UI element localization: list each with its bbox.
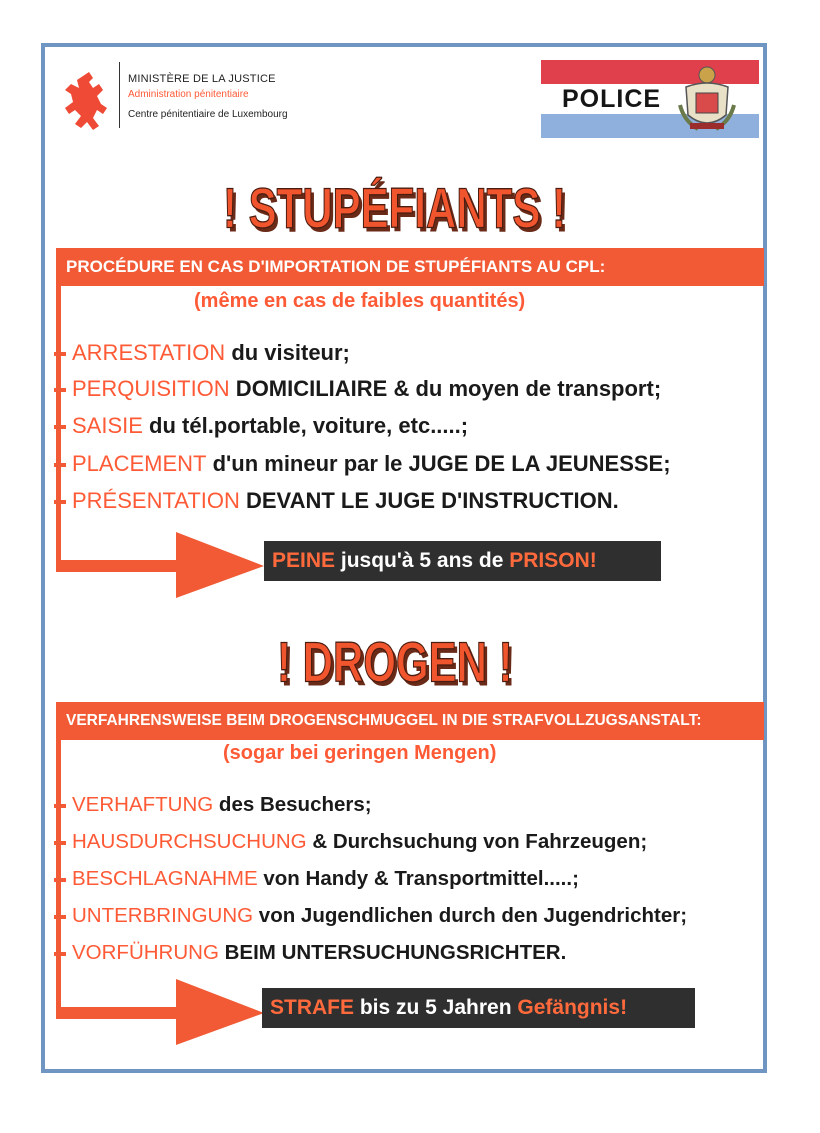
list-item: VERHAFTUNG des Besuchers; bbox=[58, 788, 372, 822]
police-crest-icon bbox=[676, 65, 738, 137]
list-item: VORFÜHRUNG BEIM UNTERSUCHUNGSRICHTER. bbox=[58, 936, 566, 970]
banner-procedure-fr: PROCÉDURE EN CAS D'IMPORTATION DE STUPÉFIANTS AU CPL: bbox=[56, 248, 764, 286]
list-item: ARRESTATION du visiteur; bbox=[58, 336, 350, 370]
luxembourg-lion-icon bbox=[63, 70, 111, 132]
list-item: PERQUISITION DOMICILIAIRE & du moyen de transport; bbox=[58, 372, 661, 406]
centre-name: Centre pénitentiaire de Luxembourg bbox=[128, 109, 288, 120]
list-item: BESCHLAGNAHME von Handy & Transportmittel.....; bbox=[58, 862, 579, 896]
subtitle-de: (sogar bei geringen Mengen) bbox=[223, 742, 497, 764]
list-item: PLACEMENT d'un mineur par le JUGE DE LA JEUNESSE; bbox=[58, 447, 671, 481]
list-item: PRÉSENTATION DEVANT LE JUGE D'INSTRUCTION. bbox=[58, 484, 619, 518]
list-item: UNTERBRINGUNG von Jugendlichen durch den Jugendrichter; bbox=[58, 899, 687, 933]
header-divider bbox=[119, 62, 120, 128]
penalty-box-fr: PEINE jusqu'à 5 ans de PRISON! bbox=[264, 541, 661, 581]
penalty-box-de: STRAFE bis zu 5 Jahren Gefängnis! bbox=[262, 988, 695, 1028]
arrow-icon bbox=[56, 526, 266, 600]
administration-name: Administration pénitentiaire bbox=[128, 89, 249, 100]
police-label: POLICE bbox=[562, 85, 662, 113]
subtitle-fr: (même en cas de faibles quantités) bbox=[194, 290, 526, 312]
ministry-name: MINISTÈRE DE LA JUSTICE bbox=[128, 73, 276, 85]
list-item: HAUSDURCHSUCHUNG & Durchsuchung von Fahrzeugen; bbox=[58, 825, 647, 859]
title-stupefiants: ! STUPÉFIANTS ! bbox=[223, 176, 566, 240]
list-item: SAISIE du tél.portable, voiture, etc.....; bbox=[58, 409, 468, 443]
arrow-icon bbox=[56, 973, 266, 1047]
title-drogen: ! DROGEN ! bbox=[277, 630, 513, 694]
banner-procedure-de: VERFAHRENSWEISE BEIM DROGENSCHMUGGEL IN DIE STRAFVOLLZUGSANSTALT: bbox=[56, 702, 764, 740]
